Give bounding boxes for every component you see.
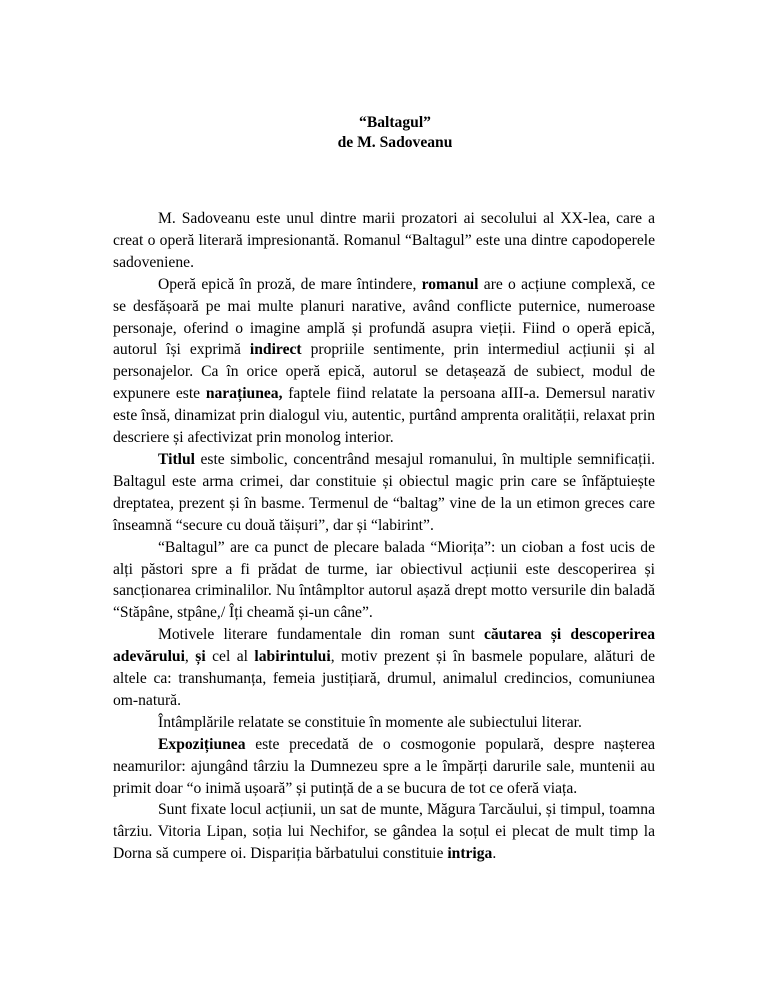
document-title: “Baltagul” xyxy=(359,114,431,131)
bold-term: labirintului xyxy=(254,648,331,666)
bold-term: romanul xyxy=(421,275,479,293)
text-run: Motivele literare fundamentale din roman sunt xyxy=(158,626,484,644)
bold-term: indirect xyxy=(249,341,302,359)
bold-term: căutarea și descoperirea adevărului xyxy=(113,626,655,666)
paragraph xyxy=(113,712,655,734)
paragraph xyxy=(113,274,655,449)
text-run: are o acțiune complexă, ce se desfășoară pe mai multe planuri narative, având conflicte puternice, numeroase personaje, oferind o imagine amplă și profundă asupra vieții. Fiind o operă epică, autorul își exprimă xyxy=(113,275,655,359)
paragraph xyxy=(113,624,655,712)
paragraph xyxy=(113,208,655,274)
paragraph xyxy=(113,734,655,800)
text-run: Sunt fixate locul acțiunii, un sat de munte, Măgura Tarcăului, și timpul, toamna târziu. Vitoria Lipan, soția lui Nechifor, se gândea la soțul ei plecat de mult timp la Dorna să cumpere oi. Dispariția bărbatului constituie xyxy=(113,801,655,863)
paragraph xyxy=(113,537,655,625)
paragraph xyxy=(113,449,655,537)
text-run: M. Sadoveanu este unul dintre marii prozatori ai secolului al XX-lea, care a creat o operă literară impresionantă. Romanul “Baltagul” este una dintre capodoperele sadoveniene. xyxy=(113,210,655,271)
text-run: Operă epică în proză, de mare întindere, xyxy=(158,275,422,293)
bold-term: intriga xyxy=(447,845,493,863)
text-run: Întâmplările relatate se constituie în momente ale subiectului literar. xyxy=(158,713,582,731)
document-body xyxy=(113,208,655,865)
bold-term: Expozițiunea xyxy=(158,735,246,753)
title-block xyxy=(0,113,768,153)
text-run: . xyxy=(492,845,497,863)
text-run: propriile sentimente, prin intermediul acțiunii și al personajelor. Ca în orice operă epică, autorul se detașează de subiect, modul de expunere este xyxy=(113,341,655,403)
text-run: este simbolic, concentrând mesajul romanului, în multiple semnificații. Baltagul este arma crimei, dar constituie și obiectul magic prin care se înfăptuiește dreptatea, prezent și în basme. Termenul de “baltag” vine de la un etimon greces care înseamnă “secure cu două tăișuri”, dar și “labirint”. xyxy=(113,450,655,534)
bold-term: narațiunea, xyxy=(205,385,283,403)
text-run: faptele fiind relatate la persoana aIII-a. Demersul narativ este însă, dinamizat prin dialogul viu, autentic, purtând amprenta oralității, relaxat prin descriere și afectivizat prin monolog interior. xyxy=(113,385,655,447)
bold-term: Titlul xyxy=(158,450,195,468)
text-run: “Baltagul” are ca punct de plecare balada “Miorița”: un cioban a fost ucis de alți păstori spre a fi prădat de turme, iar obiectivul acțiunii este descoperirea și sancționarea criminalilor. Nu întâmpltor autorul așază drept motto versurile din baladă “Stăpâne, stpâne,/ Îți cheamă și-un câne”. xyxy=(113,538,655,622)
paragraph xyxy=(113,799,655,865)
text-run: este precedată de o cosmogonie populară, despre nașterea neamurilor: ajungând târziu la Dumnezeu spre a le împărți darurile sale, muntenii au primit doar “o inimă ușoară” și putință de a se bucura de tot ce oferă viața. xyxy=(113,735,655,797)
text-run: cel al xyxy=(205,648,255,666)
text-run: , xyxy=(184,648,196,666)
bold-term: și xyxy=(195,648,206,666)
document-subtitle: de M. Sadoveanu xyxy=(337,134,453,151)
text-run: , motiv prezent și în basmele populare, alături de altele ca: transhumanța, femeia justițiară, drumul, animalul credincios, comuniunea om-natură. xyxy=(113,648,655,709)
